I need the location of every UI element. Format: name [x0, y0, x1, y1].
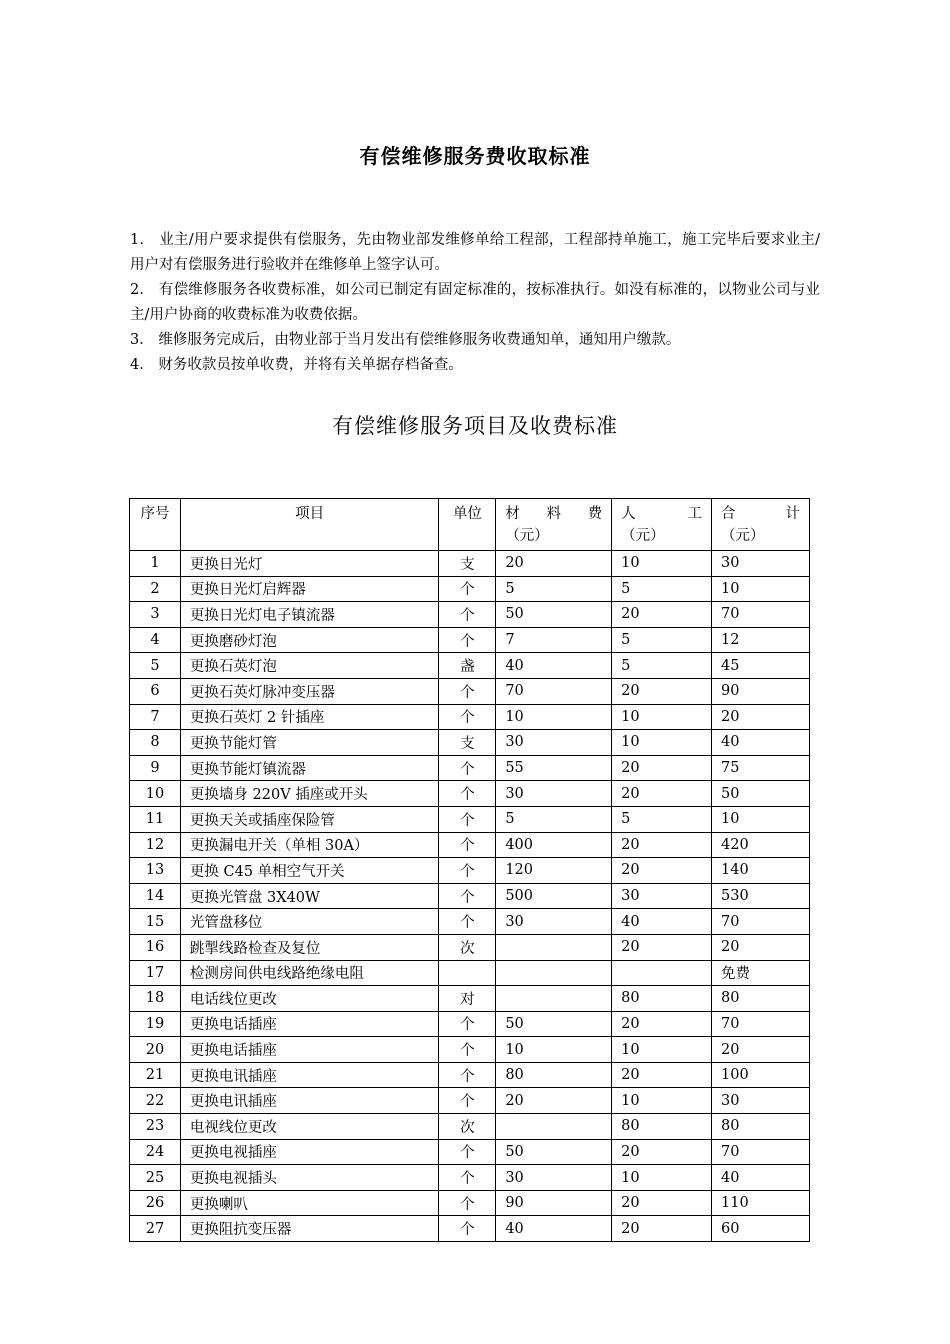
cell-material: 80	[496, 1062, 612, 1088]
cell-labor: 20	[612, 781, 712, 807]
cell-no: 26	[130, 1190, 181, 1216]
cell-total: 80	[712, 1114, 810, 1140]
cell-item: 更换日光灯	[180, 551, 438, 577]
cell-labor: 20	[612, 1139, 712, 1165]
cell-labor: 20	[612, 832, 712, 858]
cell-material: 50	[496, 1139, 612, 1165]
cell-labor: 30	[612, 883, 712, 909]
fee-table	[129, 498, 810, 1242]
cell-item: 更换石英灯 2 针插座	[180, 704, 438, 730]
cell-material: 30	[496, 781, 612, 807]
cell-unit: 个	[439, 1011, 496, 1037]
rule-paragraph-2: 2． 有偿维修服务各收费标准，如公司已制定有固定标准的，按标准执行。如没有标准的，以物业公司与业主/用户协商的收费标准为收费依据。	[130, 282, 820, 323]
cell-total: 530	[712, 883, 810, 909]
table-row	[130, 551, 810, 577]
cell-material	[496, 1114, 612, 1140]
header-labor: 人 工 （元）	[612, 499, 712, 551]
cell-labor: 20	[612, 1190, 712, 1216]
cell-item: 更换 C45 单相空气开关	[180, 858, 438, 884]
cell-labor: 20	[612, 858, 712, 884]
cell-item: 更换电话插座	[180, 1037, 438, 1063]
cell-no: 18	[130, 986, 181, 1012]
cell-total: 免费	[712, 960, 810, 986]
cell-no: 17	[130, 960, 181, 986]
cell-total: 70	[712, 1139, 810, 1165]
cell-unit: 次	[439, 934, 496, 960]
cell-labor: 5	[612, 627, 712, 653]
cell-item: 更换节能灯镇流器	[180, 755, 438, 781]
cell-no: 1	[130, 551, 181, 577]
cell-unit: 个	[439, 781, 496, 807]
cell-total: 70	[712, 602, 810, 628]
cell-material: 120	[496, 858, 612, 884]
cell-total: 20	[712, 934, 810, 960]
cell-unit: 次	[439, 1114, 496, 1140]
cell-item: 更换节能灯管	[180, 730, 438, 756]
cell-no: 20	[130, 1037, 181, 1063]
cell-total: 420	[712, 832, 810, 858]
table-title: 有偿维修服务项目及收费标准	[332, 414, 618, 438]
table-row	[130, 858, 810, 884]
cell-labor: 10	[612, 1088, 712, 1114]
cell-material: 30	[496, 1165, 612, 1191]
cell-total: 30	[712, 1088, 810, 1114]
table-row	[130, 781, 810, 807]
cell-unit: 支	[439, 551, 496, 577]
table-row	[130, 730, 810, 756]
cell-no: 8	[130, 730, 181, 756]
cell-item: 更换石英灯泡	[180, 653, 438, 679]
cell-no: 23	[130, 1114, 181, 1140]
cell-material: 30	[496, 730, 612, 756]
cell-labor: 20	[612, 678, 712, 704]
table-row	[130, 934, 810, 960]
table-row	[130, 576, 810, 602]
cell-item: 更换光管盘 3X40W	[180, 883, 438, 909]
table-body	[130, 551, 810, 1242]
cell-no: 5	[130, 653, 181, 679]
cell-no: 4	[130, 627, 181, 653]
table-row	[130, 1088, 810, 1114]
cell-no: 6	[130, 678, 181, 704]
table-row	[130, 1190, 810, 1216]
header-no: 序号	[130, 499, 181, 551]
cell-labor: 80	[612, 1114, 712, 1140]
table-row	[130, 806, 810, 832]
cell-material: 20	[496, 551, 612, 577]
cell-unit: 个	[439, 755, 496, 781]
cell-item: 更换电讯插座	[180, 1088, 438, 1114]
table-row	[130, 704, 810, 730]
cell-item: 电视线位更改	[180, 1114, 438, 1140]
cell-no: 12	[130, 832, 181, 858]
cell-item: 更换电讯插座	[180, 1062, 438, 1088]
cell-item: 更换喇叭	[180, 1190, 438, 1216]
cell-material: 10	[496, 1037, 612, 1063]
cell-total: 20	[712, 1037, 810, 1063]
cell-unit: 个	[439, 576, 496, 602]
cell-labor: 20	[612, 1216, 712, 1242]
cell-no: 3	[130, 602, 181, 628]
table-row	[130, 602, 810, 628]
cell-item: 更换磨砂灯泡	[180, 627, 438, 653]
table-row	[130, 883, 810, 909]
table-row	[130, 678, 810, 704]
cell-labor: 5	[612, 576, 712, 602]
cell-labor: 80	[612, 986, 712, 1012]
cell-no: 7	[130, 704, 181, 730]
cell-total: 20	[712, 704, 810, 730]
cell-no: 21	[130, 1062, 181, 1088]
cell-total: 40	[712, 730, 810, 756]
cell-no: 2	[130, 576, 181, 602]
table-row	[130, 1037, 810, 1063]
cell-no: 9	[130, 755, 181, 781]
table-row	[130, 1062, 810, 1088]
cell-total: 80	[712, 986, 810, 1012]
cell-material: 30	[496, 909, 612, 935]
cell-total: 140	[712, 858, 810, 884]
cell-material: 40	[496, 653, 612, 679]
cell-total: 12	[712, 627, 810, 653]
cell-unit: 个	[439, 1037, 496, 1063]
table-row	[130, 627, 810, 653]
cell-material	[496, 960, 612, 986]
cell-no: 22	[130, 1088, 181, 1114]
document-title: 有偿维修服务费收取标准	[359, 144, 591, 168]
header-total: 合 计 （元）	[712, 499, 810, 551]
cell-unit: 个	[439, 858, 496, 884]
cell-labor: 10	[612, 1037, 712, 1063]
cell-labor: 20	[612, 1011, 712, 1037]
cell-total: 10	[712, 806, 810, 832]
cell-unit: 个	[439, 704, 496, 730]
cell-total: 70	[712, 909, 810, 935]
cell-item: 更换日光灯启辉器	[180, 576, 438, 602]
table-row	[130, 960, 810, 986]
cell-item: 跳掣线路检查及复位	[180, 934, 438, 960]
table-row	[130, 986, 810, 1012]
header-unit: 单位	[439, 499, 496, 551]
cell-total: 10	[712, 576, 810, 602]
cell-unit: 个	[439, 883, 496, 909]
table-header-row	[130, 499, 810, 551]
cell-material	[496, 934, 612, 960]
cell-total: 45	[712, 653, 810, 679]
cell-material: 90	[496, 1190, 612, 1216]
rule-paragraph-4: 4． 财务收款员按单收费，并将有关单据存档备查。	[130, 357, 463, 373]
cell-labor: 40	[612, 909, 712, 935]
table-row	[130, 755, 810, 781]
cell-item: 更换日光灯电子镇流器	[180, 602, 438, 628]
cell-labor: 10	[612, 704, 712, 730]
cell-labor: 5	[612, 653, 712, 679]
cell-unit: 个	[439, 909, 496, 935]
cell-unit: 个	[439, 1088, 496, 1114]
cell-item: 光管盘移位	[180, 909, 438, 935]
cell-unit: 个	[439, 1190, 496, 1216]
cell-material: 400	[496, 832, 612, 858]
cell-total: 50	[712, 781, 810, 807]
rule-paragraph-1: 1． 业主/用户要求提供有偿服务，先由物业部发维修单给工程部，工程部持单施工，施工完毕后要求业主/用户对有偿服务进行验收并在维修单上签字认可。	[130, 232, 820, 273]
cell-total: 60	[712, 1216, 810, 1242]
cell-unit: 个	[439, 806, 496, 832]
cell-unit: 个	[439, 1139, 496, 1165]
cell-no: 16	[130, 934, 181, 960]
cell-material: 50	[496, 1011, 612, 1037]
cell-no: 10	[130, 781, 181, 807]
cell-item: 更换电话插座	[180, 1011, 438, 1037]
header-material: 材 料 费 （元）	[496, 499, 612, 551]
cell-material: 10	[496, 704, 612, 730]
cell-material: 70	[496, 678, 612, 704]
cell-unit: 个	[439, 627, 496, 653]
cell-no: 25	[130, 1165, 181, 1191]
cell-labor: 20	[612, 934, 712, 960]
header-item: 项目	[180, 499, 438, 551]
cell-item: 更换漏电开关（单相 30A）	[180, 832, 438, 858]
table-row	[130, 653, 810, 679]
cell-material: 55	[496, 755, 612, 781]
table-row	[130, 1139, 810, 1165]
cell-no: 24	[130, 1139, 181, 1165]
cell-material: 40	[496, 1216, 612, 1242]
cell-material: 5	[496, 806, 612, 832]
cell-unit	[439, 960, 496, 986]
cell-unit: 个	[439, 1062, 496, 1088]
table-row	[130, 832, 810, 858]
cell-item: 更换天关或插座保险管	[180, 806, 438, 832]
cell-unit: 支	[439, 730, 496, 756]
cell-item: 更换电视插座	[180, 1139, 438, 1165]
cell-total: 40	[712, 1165, 810, 1191]
cell-labor	[612, 960, 712, 986]
cell-item: 检测房间供电线路绝缘电阻	[180, 960, 438, 986]
cell-no: 11	[130, 806, 181, 832]
rule-paragraph-3: 3． 维修服务完成后，由物业部于当月发出有偿维修服务收费通知单，通知用户缴款。	[130, 332, 681, 348]
cell-total: 70	[712, 1011, 810, 1037]
cell-no: 27	[130, 1216, 181, 1242]
cell-material: 20	[496, 1088, 612, 1114]
cell-unit: 个	[439, 1165, 496, 1191]
cell-labor: 20	[612, 1062, 712, 1088]
cell-no: 13	[130, 858, 181, 884]
cell-material: 7	[496, 627, 612, 653]
cell-item: 电话线位更改	[180, 986, 438, 1012]
cell-labor: 20	[612, 602, 712, 628]
cell-unit: 盏	[439, 653, 496, 679]
cell-total: 75	[712, 755, 810, 781]
cell-unit: 对	[439, 986, 496, 1012]
cell-unit: 个	[439, 602, 496, 628]
cell-labor: 10	[612, 1165, 712, 1191]
cell-material: 5	[496, 576, 612, 602]
cell-no: 15	[130, 909, 181, 935]
cell-unit: 个	[439, 678, 496, 704]
cell-total: 30	[712, 551, 810, 577]
cell-item: 更换电视插头	[180, 1165, 438, 1191]
cell-unit: 个	[439, 1216, 496, 1242]
cell-material	[496, 986, 612, 1012]
cell-item: 更换墙身 220V 插座或开头	[180, 781, 438, 807]
cell-item: 更换石英灯脉冲变压器	[180, 678, 438, 704]
cell-total: 100	[712, 1062, 810, 1088]
table-row	[130, 909, 810, 935]
cell-no: 19	[130, 1011, 181, 1037]
rules-section	[130, 228, 820, 378]
table-row	[130, 1011, 810, 1037]
table-row	[130, 1165, 810, 1191]
cell-labor: 10	[612, 730, 712, 756]
cell-labor: 10	[612, 551, 712, 577]
table-row	[130, 1216, 810, 1242]
cell-material: 50	[496, 602, 612, 628]
cell-no: 14	[130, 883, 181, 909]
cell-unit: 个	[439, 832, 496, 858]
cell-labor: 5	[612, 806, 712, 832]
table-row	[130, 1114, 810, 1140]
cell-total: 110	[712, 1190, 810, 1216]
cell-item: 更换阻抗变压器	[180, 1216, 438, 1242]
cell-labor: 20	[612, 755, 712, 781]
cell-material: 500	[496, 883, 612, 909]
cell-total: 90	[712, 678, 810, 704]
